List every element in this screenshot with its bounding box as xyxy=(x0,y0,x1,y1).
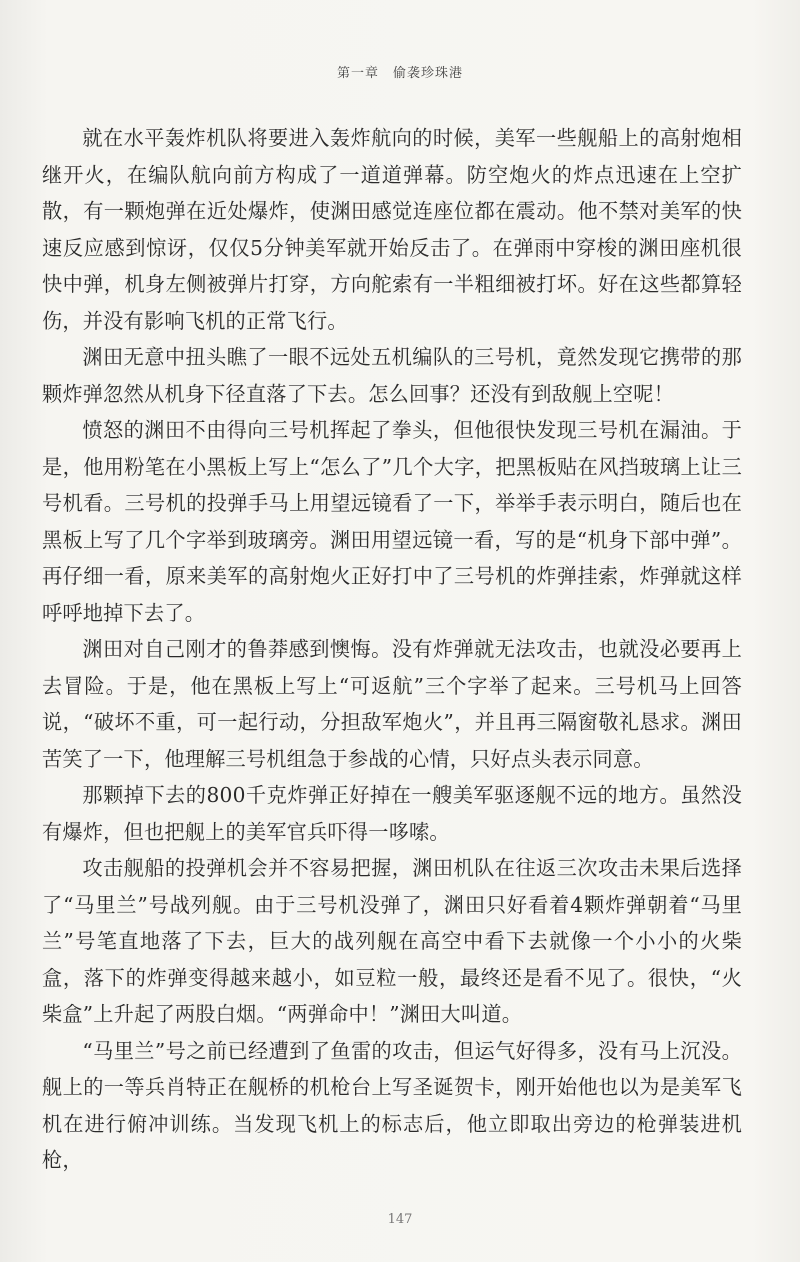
paragraph: 渊田无意中扭头瞧了一眼不远处五机编队的三号机，竟然发现它携带的那颗炸弹忽然从机身下径直落了下去。怎么回事？还没有到敌舰上空呢！ xyxy=(42,345,742,406)
paragraph: “马里兰”号之前已经遭到了鱼雷的攻击，但运气好得多，没有马上沉没。舰上的一等兵肖特正在舰桥的机枪台上写圣诞贺卡，刚开始他也以为是美军飞机在进行俯冲训练。当发现飞机上的标志后，他立即取出旁边的枪弹装进机枪， xyxy=(42,1038,742,1172)
paragraph: 那颗掉下去的800千克炸弹正好掉在一艘美军驱逐舰不远的地方。虽然没有爆炸，但也把舰上的美军官兵吓得一哆嗦。 xyxy=(42,783,742,844)
paragraph: 攻击舰船的投弹机会并不容易把握，渊田机队在往返三次攻击未果后选择了“马里兰”号战列舰。由于三号机没弹了，渊田只好看着4颗炸弹朝着“马里兰”号笔直地落了下去，巨大的战列舰在高空中看下去就像一个小小的火柴盒，落下的炸弹变得越来越小，如豆粒一般，最终还是看不见了。很快，“火柴盒”上升起了两股白烟。“两弹命中！”渊田大叫道。 xyxy=(42,856,742,1026)
paragraph: 愤怒的渊田不由得向三号机挥起了拳头，但他很快发现三号机在漏油。于是，他用粉笔在小黑板上写上“怎么了”几个大字，把黑板贴在风挡玻璃上让三号机看。三号机的投弹手马上用望远镜看了一下，举举手表示明白，随后也在黑板上写了几个字举到玻璃旁。渊田用望远镜一看，写的是“机身下部中弹”。再仔细一看，原来美军的高射炮火正好打中了三号机的炸弹挂索，炸弹就这样呼呼地掉下去了。 xyxy=(42,418,742,625)
body-text xyxy=(42,120,742,1179)
running-head: 第一章 偷袭珍珠港 xyxy=(336,66,463,81)
paragraph: 就在水平轰炸机队将要进入轰炸航向的时候，美军一些舰船上的高射炮相继开火，在编队航向前方构成了一道道弹幕。防空炮火的炸点迅速在上空扩散，有一颗炮弹在近处爆炸，使渊田感觉连座位都在震动。他不禁对美军的快速反应感到惊讶，仅仅5分钟美军就开始反击了。在弹雨中穿梭的渊田座机很快中弹，机身左侧被弹片打穿，方向舵索有一半粗细被打坏。好在这些都算轻伤，并没有影响飞机的正常飞行。 xyxy=(42,126,742,333)
paragraph: 渊田对自己刚才的鲁莽感到懊悔。没有炸弹就无法攻击，也就没必要再上去冒险。于是，他在黑板上写上“可返航”三个字举了起来。三号机马上回答说，“破坏不重，可一起行动，分担敌军炮火”，并且再三隔窗敬礼恳求。渊田苦笑了一下，他理解三号机组急于参战的心情，只好点头表示同意。 xyxy=(42,637,742,771)
page-number: 147 xyxy=(387,1212,413,1227)
